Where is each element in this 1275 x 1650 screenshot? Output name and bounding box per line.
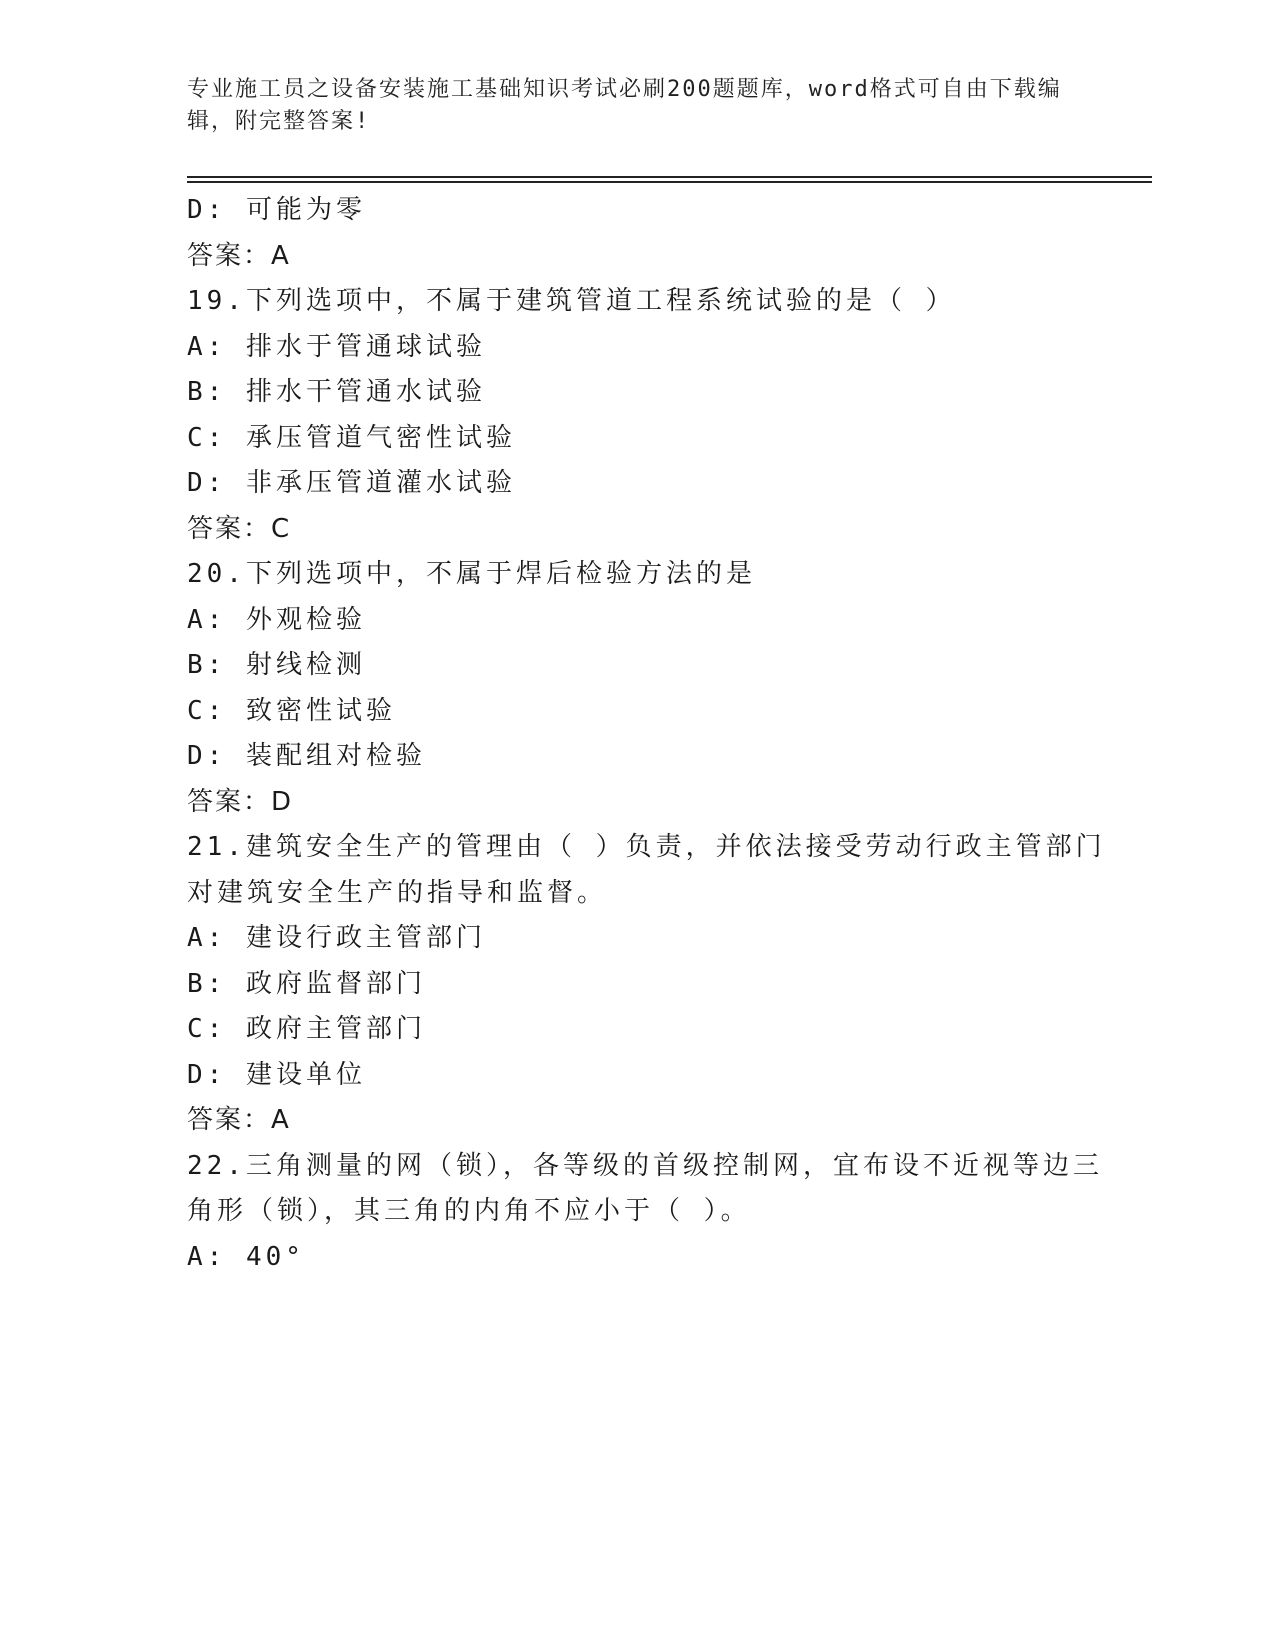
- option-a: A: 40°: [187, 1241, 305, 1272]
- question-text: 19.下列选项中，不属于建筑管道工程系统试验的是（ ）: [187, 286, 956, 316]
- option-a: A: 排水于管通球试验: [187, 331, 486, 362]
- answer-line: 答案：C: [187, 513, 292, 544]
- question-text: 20.下列选项中，不属于焊后检验方法的是: [187, 559, 756, 589]
- option-d: D: 装配组对检验: [187, 741, 426, 771]
- header-divider-bottom: [187, 181, 1152, 183]
- question-18-tail: [187, 188, 1087, 279]
- answer-line: 答案：D: [187, 786, 294, 817]
- question-text: 21.建筑安全生产的管理由（ ）负责，并依法接受劳动行政主管部门: [187, 832, 1106, 862]
- option-d: D: 非承压管道灌水试验: [187, 468, 516, 498]
- question-text: 22.三角测量的网（锁），各等级的首级控制网，宜布设不近视等边三: [187, 1150, 1103, 1181]
- question-21: [187, 825, 1106, 1144]
- question-text-continued: 角形（锁），其三角的内角不应小于（ ）。: [187, 1196, 751, 1226]
- answer-line: 答案：A: [187, 1105, 291, 1135]
- option-d: D: 可能为零: [187, 195, 366, 225]
- option-b: B: 排水干管通水试验: [187, 377, 486, 407]
- question-20: [187, 552, 1087, 825]
- option-b: B: 政府监督部门: [187, 968, 426, 999]
- question-22: [187, 1144, 1103, 1281]
- option-c: C: 政府主管部门: [187, 1014, 426, 1044]
- question-text-continued: 对建筑安全生产的指导和监督。: [187, 877, 608, 908]
- option-c: C: 致密性试验: [187, 695, 396, 726]
- header-divider-top: [187, 176, 1152, 178]
- option-a: A: 建设行政主管部门: [187, 923, 486, 953]
- document-header: 专业施工员之设备安装施工基础知识考试必刷200题题库，word格式可自由下载编辑，附完整答案!: [187, 77, 1062, 134]
- option-d: D: 建设单位: [187, 1059, 366, 1090]
- question-19: [187, 279, 1087, 552]
- option-c: C: 承压管道气密性试验: [187, 422, 516, 453]
- option-b: B: 射线检测: [187, 650, 366, 680]
- answer-line: 答案：A: [187, 240, 291, 271]
- document-body: [187, 188, 1106, 1280]
- option-a: A: 外观检验: [187, 604, 366, 635]
